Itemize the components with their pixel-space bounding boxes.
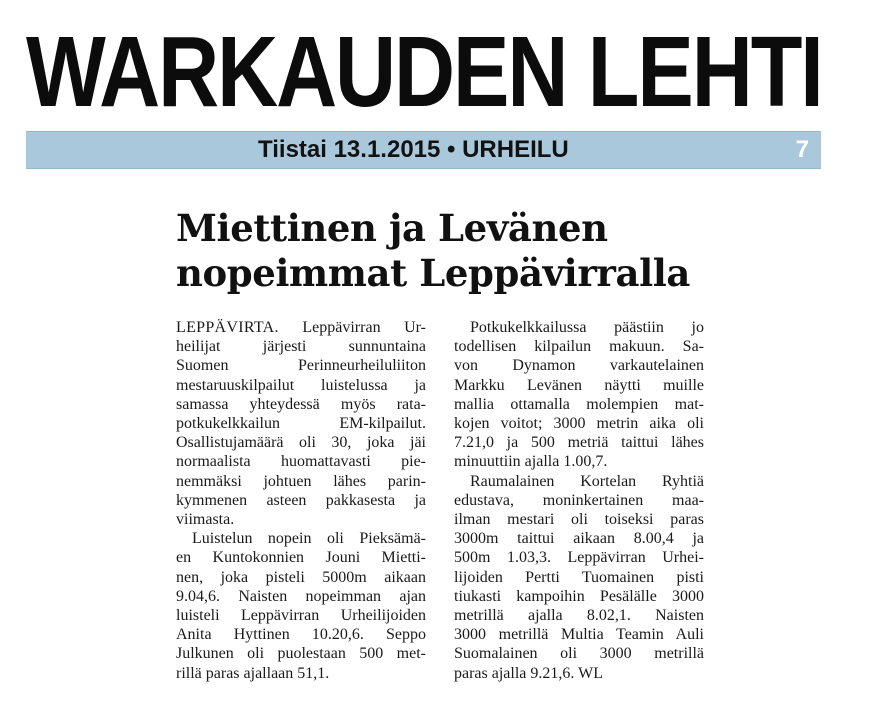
text-line: Anita Hyttinen 10.20,6. Seppo <box>176 626 426 644</box>
text-line: metrillä ajalla 8.02,1. Naisten <box>454 607 704 625</box>
text-line: todellisen kilpailun makuun. Sa- <box>454 338 704 356</box>
issue-date-section: Tiistai 13.1.2015 • URHEILU <box>258 136 569 163</box>
text-line: Suomalainen oli 3000 metrillä <box>454 645 704 663</box>
text-line: samassa yhteydessä myös rata- <box>176 395 426 413</box>
text-line: potkukelkkailun EM-kilpailut. <box>176 415 426 433</box>
article-headline <box>176 206 816 296</box>
article-paragraph <box>176 529 426 683</box>
text-line: nemmäksi johtuen lähes parin- <box>176 472 426 490</box>
dateline-place: LEPPÄVIRTA. <box>176 319 279 336</box>
newspaper-title: WARKAUDEN LEHTI <box>26 16 822 116</box>
headline-line-1: Miettinen ja Levänen <box>176 206 608 250</box>
text-line: paras ajalla 9.21,6. WL <box>454 664 603 682</box>
text-line: rillä paras ajallaan 51,1. <box>176 664 330 682</box>
article-paragraph <box>454 318 704 472</box>
text-line: 3000 metrillä Multia Teamin Auli <box>454 626 704 644</box>
text-line: heilijat järjesti sunnuntaina <box>176 338 426 356</box>
article-paragraph <box>454 472 704 683</box>
text-line: 7.21,0 ja 500 metriä taittui lähes <box>454 434 704 452</box>
article-column-left <box>176 318 426 683</box>
text-line: en Kuntokonnien Jouni Mietti- <box>176 549 426 567</box>
text-line: 9.04,6. Naisten nopeimman ajan <box>176 587 426 605</box>
article-paragraph <box>176 318 426 529</box>
text-line: Raumalainen Kortelan Ryhtiä <box>470 472 704 490</box>
text-line: nen, joka pisteli 5000m aikaan <box>176 568 426 586</box>
text-line: Julkunen oli puolestaan 500 met- <box>176 645 426 663</box>
dateline-band <box>26 131 821 169</box>
text-line: minuuttiin ajalla 1.00,7. <box>454 453 608 471</box>
text-line: luisteli Leppävirran Urheilijoiden <box>176 607 426 625</box>
text-line: normaalista huomattavasti pie- <box>176 453 426 471</box>
text-line: Potkukelkkailussa päästiin jo <box>470 319 704 336</box>
text-line: von Dynamon varkautelainen <box>454 357 704 375</box>
text-line: mallia ottamalla molempien mat- <box>454 395 704 413</box>
page-number: 7 <box>795 136 809 163</box>
text-line: tiukasti kampoihin Pesälälle 3000 <box>454 587 704 605</box>
text-line: mestaruuskilpailut luistelussa ja <box>176 376 426 394</box>
headline-line-2: nopeimmat Leppävirralla <box>176 251 690 295</box>
text-line: 3000m taittui aikaan 8.00,4 ja <box>454 530 704 548</box>
text-line: 500m 1.03,3. Leppävirran Urhei- <box>454 549 704 567</box>
text-line: Luistelun nopein oli Pieksämä- <box>192 530 426 548</box>
masthead <box>26 6 826 116</box>
text-line: lijoiden Pertti Tuomainen pisti <box>454 568 704 586</box>
text-line: kymmenen asteen pakkasesta ja <box>176 491 426 509</box>
text-line <box>176 318 426 337</box>
text-line: viimasta. <box>176 511 235 529</box>
text-line: Osallistujamäärä oli 30, joka jäi <box>176 434 426 452</box>
text-line: Markku Levänen näytti muille <box>454 376 704 394</box>
text-line: edustava, moninkertainen maa- <box>454 491 704 509</box>
text-line: Suomen Perinneurheiluliiton <box>176 357 426 375</box>
text-segment: Leppävirran Ur- <box>278 319 426 336</box>
text-line: kojen voitot; 3000 metrin aika oli <box>454 415 704 433</box>
article-column-right <box>454 318 704 683</box>
text-line: ilman mestari oli toiseksi paras <box>454 511 704 529</box>
